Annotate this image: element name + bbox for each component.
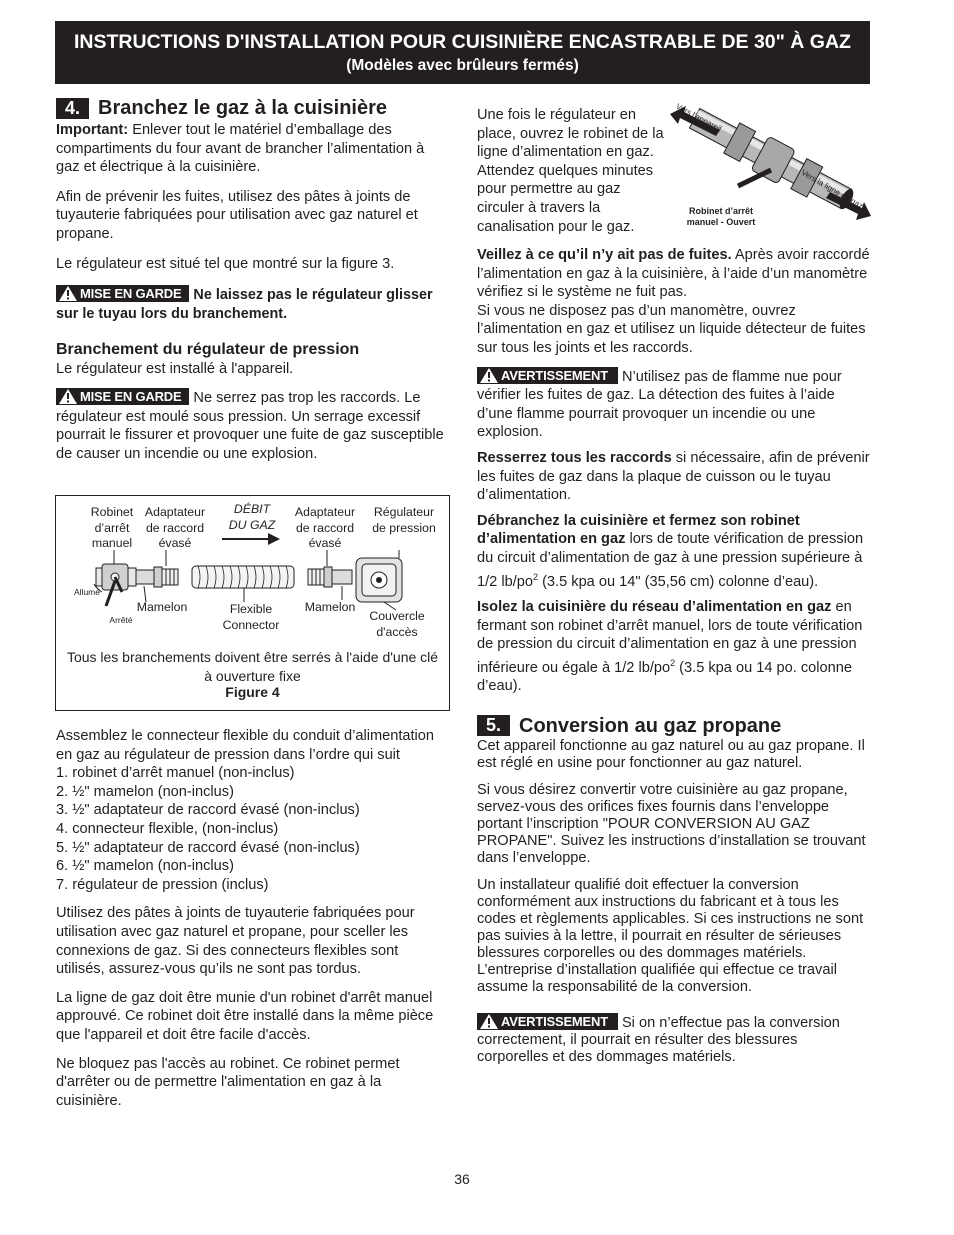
list-item: 2. ½" mamelon (non-inclus): [56, 783, 234, 800]
label-vers-ligne: Vers la ligne de gaz: [799, 167, 865, 211]
paragraph-veillez: Veillez à ce qu’il n’y ait pas de fuites. Après avoir raccordé l’alimentation en gaz à la cuisinière, à l’aide d’un manomètre vérifiez si le système ne fuit pas.: [477, 247, 870, 301]
paragraph-installe: Le régulateur est installé à l'appareil.: [56, 361, 294, 378]
list-item: 7. régulateur de pression (inclus): [56, 876, 269, 893]
section-4-title: Branchez le gaz à la cuisinière: [98, 97, 388, 119]
paragraph-si-vous: Si vous désirez convertir votre cuisinière au gaz propane, servez-vous des orifices fixes fournis dans l’enveloppe portant l’inscription "POUR CONVERSION AU GAZ PROPANE". Suivez les instructions d’installation se trouvant dans l’enveloppe.: [477, 781, 866, 866]
mise-en-garde-label: MISE EN GARDE: [80, 286, 182, 302]
paragraph-cet-appareil: Cet appareil fonctionne au gaz naturel ou au gaz propane. Il est réglé en usine pour fonctionner au gaz naturel.: [477, 737, 865, 771]
caution-2-text: Ne serrez pas trop les raccords. Le régulateur est moulé sous pression. Un serrage excessif pourrait le fissurer et provoquer une fuite de gaz susceptible de causer un incendie ou une explosion.: [56, 389, 444, 462]
assembly-order-list: [56, 764, 448, 894]
warning-triangle-icon: [59, 389, 77, 404]
left-column-top: [56, 96, 448, 463]
section-4-heading: [56, 96, 448, 120]
caution-2: [56, 388, 448, 463]
left-column-bottom: [56, 727, 448, 1110]
paragraph-bloquez: Ne bloquez pas l'accès au robinet. Ce robinet permet d'arrêter ou de permettre l'alimentation en gaz à la cuisinière.: [56, 1055, 400, 1109]
paragraph-debranchez: Débranchez la cuisinière et fermez son robinet d’alimentation en gaz lors de toute vérification de pression du circuit d’alimentation de gaz à une pression supérieure à 1/2 $lb/po^2$ (3.5 kpa ou 14" (35,56 cm) colonne d’eau).: [477, 512, 864, 590]
warning-1: [477, 367, 871, 442]
flow-arrow-icon: [222, 532, 282, 546]
label-mamelon-2: Mamelon: [304, 600, 356, 614]
warning-triangle-icon: [480, 1014, 498, 1029]
section-4-number: 4.: [56, 98, 89, 119]
list-item: 4. connecteur flexible, (non-inclus): [56, 820, 279, 837]
label-regulateur: Régulateur de pression: [372, 505, 436, 535]
label-couvercle: Couvercle d'accès: [369, 609, 425, 639]
subheading-regulateur: Branchement du régulateur de pression: [56, 341, 360, 359]
figure-label: Figure 4: [225, 684, 280, 700]
important-paragraph: [56, 121, 448, 177]
section-5-number: 5.: [477, 715, 510, 736]
valve-figure: [666, 90, 876, 236]
page-title: INSTRUCTIONS D'INSTALLATION POUR CUISINIÈRE ENCASTRABLE DE 30" À GAZ: [74, 31, 851, 53]
paragraph-pates: Utilisez des pâtes à joints de tuyauterie fabriquées pour utilisation avec gaz naturel et propane, pour sceller les connexions de gaz. Si des connecteurs flexibles sont utilisés, assurez-vous qu’ils ne sont pas tordus.: [56, 905, 415, 978]
list-item: 5. ½" adaptateur de raccord évasé (non-inclus): [56, 839, 360, 856]
label-debit: DÉBIT DU GAZ: [228, 502, 276, 532]
important-text: Enlever tout le matériel d’emballage des compartiments du four avant de brancher l’alimentation à gaz et électrique à la cuisinière.: [56, 122, 425, 176]
paragraph-manometre: Si vous ne disposez pas d’un manomètre, ouvrez l’alimentation en gaz et utilisez un liquide détecteur de fuites sur tous les joints et les raccords.: [477, 302, 866, 356]
caution-1: [56, 285, 448, 323]
figure-caption: Tous les branchements doivent être serrés à l'aide d'une clé à ouverture fixe: [66, 649, 439, 684]
warning-2: [477, 1013, 871, 1066]
caution-1-text: Ne laissez pas le régulateur glisser sur le tuyau lors du branchement.: [56, 287, 433, 322]
warning-triangle-icon: [480, 368, 498, 383]
warning-1-text: N’utilisez pas de flamme nue pour vérifier les fuites de gaz. La détection des fuites à l’aide d’une flamme pourrait provoquer un incendie ou une explosion.: [477, 368, 842, 441]
paragraph-regulateur: Le régulateur est situé tel que montré sur la figure 3.: [56, 255, 395, 272]
paragraph-installateur: Un installateur qualifié doit effectuer la conversion conformément aux instructions du fabricant et à tous les codes et règlements applicables. Si ces instructions ne sont pas suivies à la lettre, il pourrait en résulter de sérieuses blessures corporelles ou des dommages matériels. L’entreprise d’installation qualifiée qui effectue ce travail assume la responsabilité de la conversion.: [477, 876, 864, 995]
label-adaptateur-1: Adaptateur de raccord évasé: [144, 505, 206, 550]
right-column: [477, 246, 871, 1066]
label-flexible: Flexible Connector: [222, 602, 280, 632]
header-banner: [55, 21, 870, 84]
paragraph-isolez: Isolez la cuisinière du réseau d’alimentation en gaz en fermant son robinet d’arrêt manuel, lors de toute vérification de pression du circuit d’alimentation en gaz à une pression inférieure ou égale à 1/2 $lb/po^2$ (3.5 kpa ou 14 po. colonne d’eau).: [477, 598, 863, 695]
paragraph-une-fois: Une fois le régulateur en place, ouvrez le robinet de la ligne d’alimentation en gaz. Attendez quelques minutes pour permettre au gaz circuler à travers la canalisation pour le gaz.: [477, 107, 664, 235]
figure-4: [55, 495, 450, 711]
avertissement-badge-2: AVERTISSEMENT: [477, 1013, 618, 1030]
section-5-title: Conversion au gaz propane: [519, 714, 782, 737]
section-5-heading: [477, 714, 871, 738]
label-robinet-ouvert: Robinet d’arrêt manuel - Ouvert: [686, 206, 756, 227]
important-label: Important:: [56, 122, 129, 138]
mise-en-garde-badge-2: [56, 388, 189, 405]
mise-en-garde-badge: [56, 285, 189, 302]
label-vers-appareil: Vers l’appareil: [674, 101, 724, 134]
label-adaptateur-2: Adaptateur de raccord évasé: [294, 505, 356, 550]
paragraph-assemblez: Assemblez le connecteur flexible du conduit d’alimentation en gaz au régulateur de pression dans l’ordre qui suit: [56, 728, 435, 763]
label-allume: Allumé: [74, 587, 100, 597]
list-item: 3. ½" adaptateur de raccord évasé (non-inclus): [56, 802, 360, 819]
avertissement-badge: AVERTISSEMENT: [477, 367, 618, 384]
page-number: 36: [454, 1171, 470, 1187]
list-item: 6. ½" mamelon (non-inclus): [56, 858, 234, 875]
paragraph-ligne: La ligne de gaz doit être munie d'un robinet d'arrêt manuel approuvé. Ce robinet doit être installé dans la même pièce que l'appareil et doit être facile d'accès.: [56, 989, 434, 1043]
label-robinet: Robinet d’arrêt manuel: [90, 505, 134, 550]
list-item: 1. robinet d’arrêt manuel (non-inclus): [56, 765, 295, 782]
page-subtitle: (Modèles avec brûleurs fermés): [346, 57, 579, 74]
paragraph-fuites: Afin de prévenir les fuites, utilisez des pâtes à joints de tuyauterie fabriquées pour utilisation avec gaz naturel et propane.: [56, 188, 418, 242]
label-arrete: Arrêté: [109, 615, 133, 625]
warning-2-text: Si on n’effectue pas la conversion correctement, il pourrait en résulter des blessures corporelles et des dommages matériels.: [477, 1014, 840, 1065]
label-mamelon-1: Mamelon: [136, 600, 188, 614]
mise-en-garde-label: MISE EN GARDE: [80, 388, 182, 404]
warning-triangle-icon: [59, 286, 77, 301]
paragraph-resserrez: Resserrez tous les raccords si nécessaire, afin de prévenir les fuites de gaz dans la plaque de cuisson ou le tuyau d’alimentation.: [477, 449, 870, 504]
